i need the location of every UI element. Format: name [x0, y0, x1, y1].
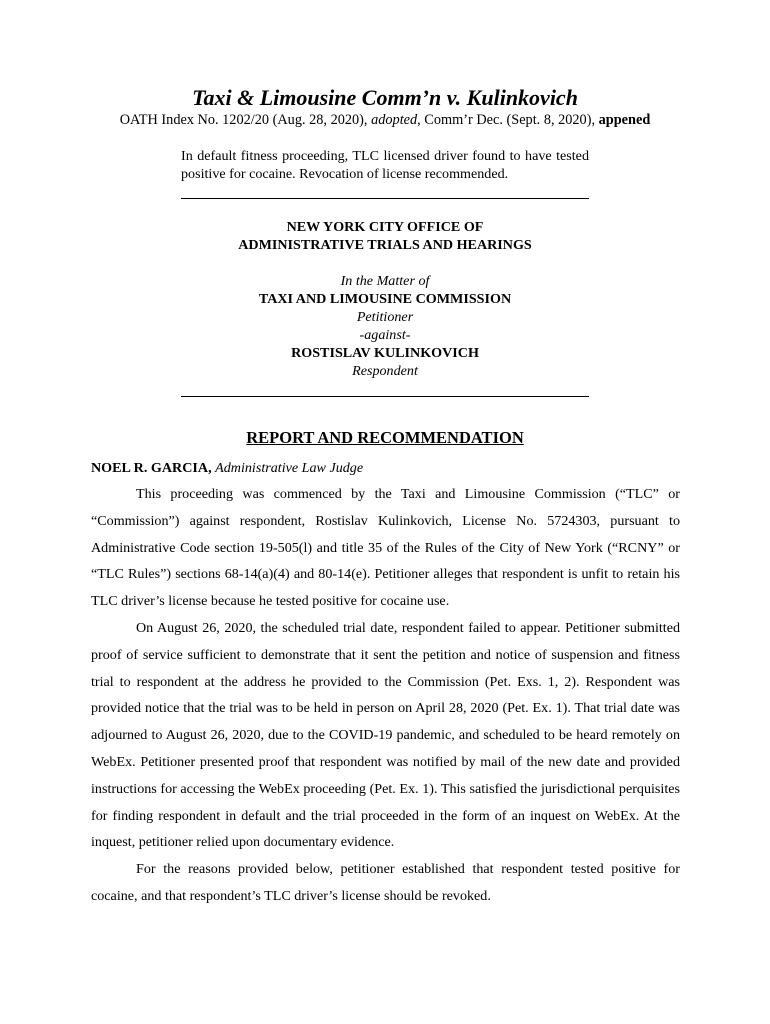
judge-line: [91, 459, 363, 477]
report-heading: REPORT AND RECOMMENDATION: [246, 428, 524, 447]
body-paragraph: For the reasons provided below, petitioner established that respondent tested positive for cocaine, and that respondent’s TLC driver’s license should be revoked.: [91, 861, 680, 904]
divider-bottom: [181, 396, 589, 397]
respondent-role: Respondent: [352, 363, 418, 379]
office-line-1: NEW YORK CITY OFFICE OF: [286, 219, 484, 235]
against-label: -against-: [359, 327, 411, 343]
body-paragraph: This proceeding was commenced by the Taxi and Limousine Commission (“TLC” or “Commission”) against respondent, Rostislav Kulinkovich, License No. 5724303, pursuant to Administrative Code section 19-505(l) and title 35 of the Rules of the City of New York (“RCNY” or “TLC Rules”) sections 68-14(a)(4) and 80-14(e). Petitioner alleges that respondent is unfit to retain his TLC driver’s license because he tested positive for cocaine use.: [91, 486, 680, 610]
case-citation: [0, 111, 770, 129]
judge-name: NOEL R. GARCIA,: [91, 460, 212, 476]
citation-prefix: OATH Index No. 1202/20 (Aug. 28, 2020),: [119, 112, 372, 128]
citation-adopted: adopted: [371, 112, 418, 128]
office-line-2: ADMINISTRATIVE TRIALS AND HEARINGS: [238, 237, 532, 253]
respondent-name: ROSTISLAV KULINKOVICH: [291, 345, 479, 361]
petitioner-name: TAXI AND LIMOUSINE COMMISSION: [258, 291, 512, 307]
body-paragraph: On August 26, 2020, the scheduled trial date, respondent failed to appear. Petitioner submitted proof of service sufficient to demonstrate that it sent the petition and notice of suspension and fitness trial to respondent at the address he provided to the Commission (Pet. Exs. 1, 2). Respondent was provided notice that the trial was to be held in person on April 28, 2020 (Pet. Ex. 1). That trial date was adjourned to August 26, 2020, due to the COVID-19 pandemic, and scheduled to be heard remotely on WebEx. Petitioner presented proof that respondent was notified by mail of the new date and provided instructions for accessing the WebEx proceeding (Pet. Ex. 1). This satisfied the jurisdictional perquisites for finding respondent in default and the trial proceeded in the form of an inquest on WebEx. At the inquest, petitioner relied upon documentary evidence.: [91, 619, 680, 851]
in-the-matter: In the Matter of: [340, 273, 430, 289]
citation-appended: appened: [598, 112, 651, 128]
report-body: [91, 481, 680, 910]
case-title: Taxi & Limousine Comm’n v. Kulinkovich: [192, 85, 578, 110]
judge-title: Administrative Law Judge: [215, 460, 364, 476]
summary-text: In default fitness proceeding, TLC licensed driver found to have tested positive for cocaine. Revocation of license recommended.: [181, 148, 589, 182]
divider-top: [181, 198, 589, 199]
citation-middle: , Comm’r Dec. (Sept. 8, 2020),: [417, 112, 599, 128]
case-summary: [181, 147, 589, 183]
petitioner-role: Petitioner: [356, 309, 414, 325]
